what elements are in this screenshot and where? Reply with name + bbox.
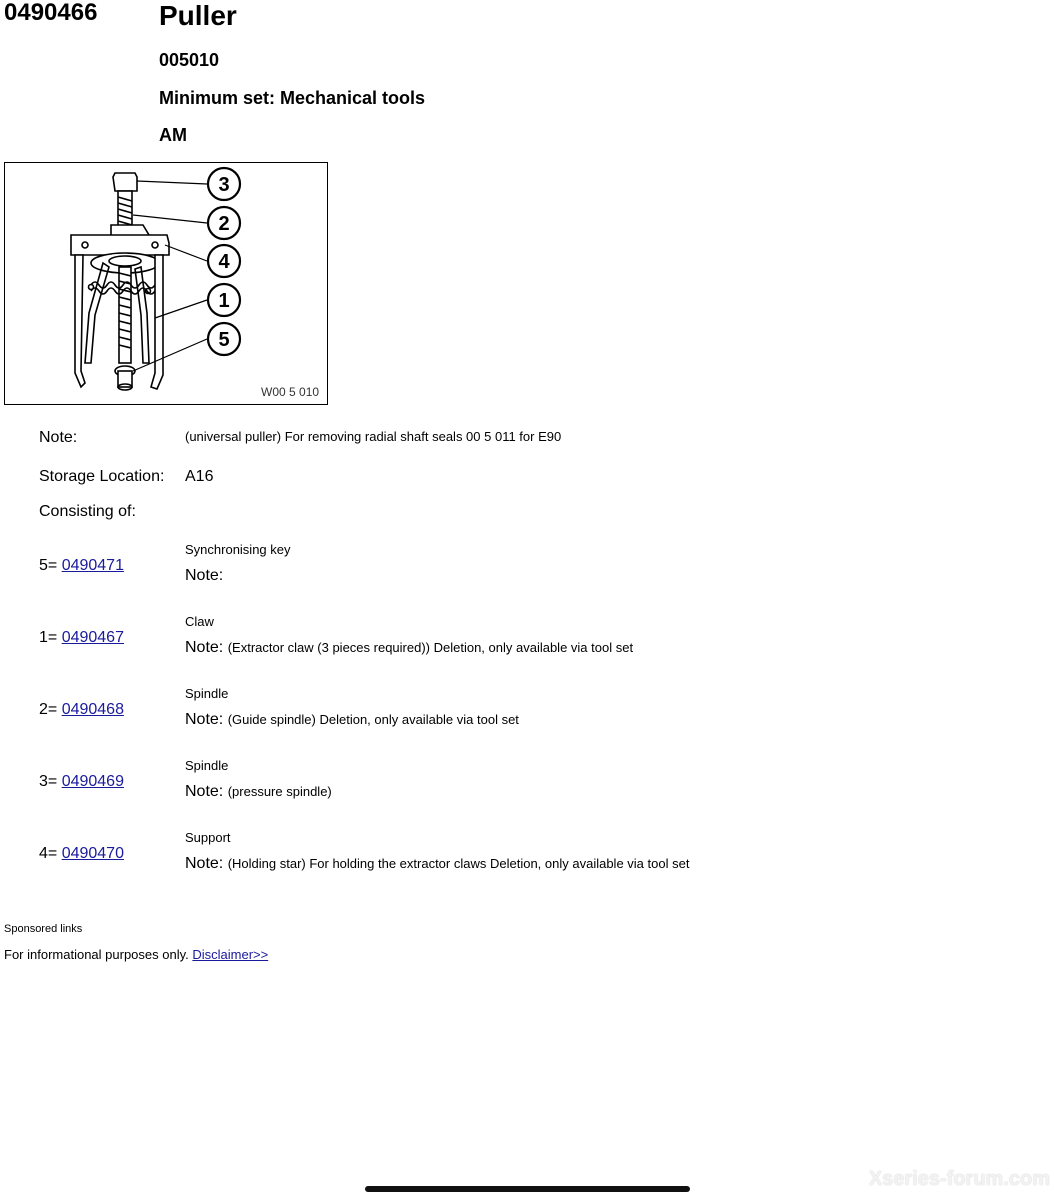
tool-category: AM xyxy=(159,125,187,145)
footer-info: For informational purposes only. Disclaimer>> xyxy=(4,947,269,962)
page-title: Puller xyxy=(159,0,237,31)
component-number: 1= 0490467 xyxy=(39,629,124,646)
component-link-0490467[interactable]: 0490467 xyxy=(61,629,124,646)
component-note: Note: (Holding star) For holding the extractor claws Deletion, only available via tool set xyxy=(185,855,690,872)
component-note: Note: (pressure spindle) xyxy=(185,783,332,800)
component-note: Note: (Guide spindle) Deletion, only available via tool set xyxy=(185,711,519,728)
component-number: 4= 0490470 xyxy=(39,845,124,862)
callout-5: 5 xyxy=(218,329,230,351)
component-number: 3= 0490469 xyxy=(39,773,124,790)
note-value: (universal puller) For removing radial shaft seals 00 5 011 for E90 xyxy=(185,429,562,444)
component-number: 2= 0490468 xyxy=(39,701,124,718)
callout-4: 4 xyxy=(218,251,230,273)
watermark: Xseries-forum.com xyxy=(868,1168,1050,1190)
callout-1: 1 xyxy=(218,290,230,312)
storage-value: A16 xyxy=(185,468,214,485)
component-link-0490470[interactable]: 0490470 xyxy=(61,845,124,862)
callout-2: 2 xyxy=(218,213,230,235)
part-number: 0490466 xyxy=(4,0,98,26)
callout-3: 3 xyxy=(218,174,230,196)
component-link-0490471[interactable]: 0490471 xyxy=(61,557,124,574)
component-link-0490469[interactable]: 0490469 xyxy=(61,773,124,790)
component-name: Spindle xyxy=(185,758,229,773)
note-label: Note: xyxy=(39,429,78,446)
figure-caption: W00 5 010 xyxy=(261,385,320,399)
component-name: Claw xyxy=(185,614,214,629)
puller-diagram xyxy=(4,162,328,405)
consisting-label: Consisting of: xyxy=(39,503,136,520)
storage-label: Storage Location: xyxy=(39,468,165,485)
puller-drawing xyxy=(5,163,327,404)
component-link-0490468[interactable]: 0490468 xyxy=(61,701,124,718)
component-number: 5= 0490471 xyxy=(39,557,124,574)
component-name: Synchronising key xyxy=(185,542,291,557)
component-note: Note: xyxy=(185,567,224,584)
disclaimer-link[interactable]: Disclaimer>> xyxy=(192,947,269,962)
home-indicator[interactable] xyxy=(365,1186,690,1192)
component-name: Spindle xyxy=(185,686,229,701)
component-note: Note: (Extractor claw (3 pieces required)) Deletion, only available via tool set xyxy=(185,639,634,656)
sponsored-links-label: Sponsored links xyxy=(4,923,83,935)
component-name: Support xyxy=(185,830,231,845)
tool-set: Minimum set: Mechanical tools xyxy=(159,88,426,108)
tool-code: 005010 xyxy=(159,50,220,70)
